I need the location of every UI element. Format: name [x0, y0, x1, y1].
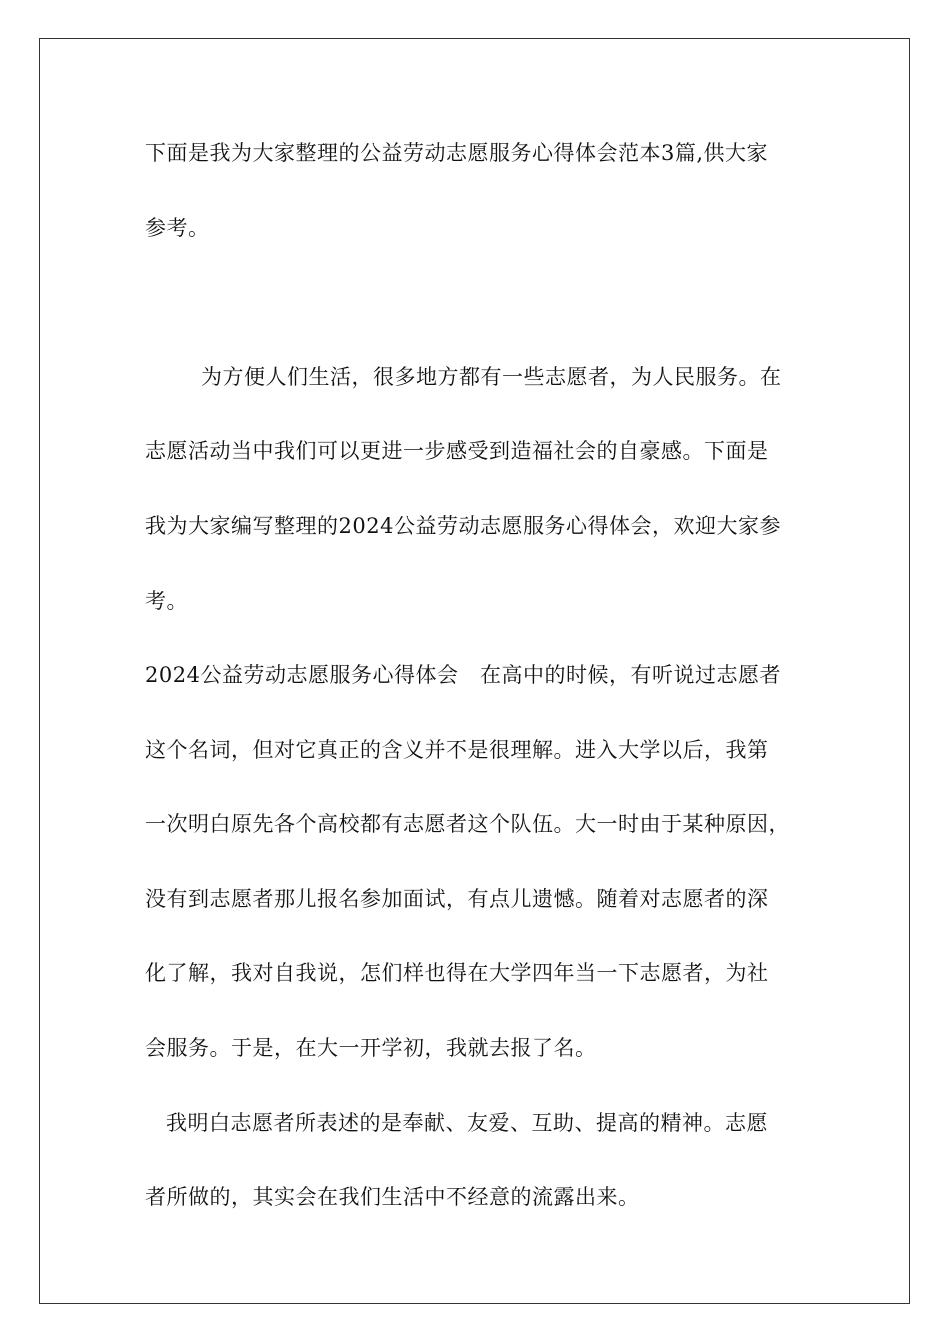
paragraph-3-line-1: 我明白志愿者所表述的是奉献、友爱、互助、提高的精神。志愿 — [166, 1111, 768, 1135]
paragraph-2-line-2: 这个名词，但对它真正的含义并不是很理解。进入大学以后，我第 — [145, 738, 769, 762]
paragraph-2-line-1: 2024公益劳动志愿服务心得体会 在高中的时候，有听说过志愿者 — [145, 663, 781, 687]
intro-line-2: 参考。 — [145, 216, 210, 240]
paragraph-3-line-2: 者所做的，其实会在我们生活中不经意的流露出来。 — [145, 1185, 640, 1209]
paragraph-1-line-2: 志愿活动当中我们可以更进一步感受到造福社会的自豪感。下面是 — [145, 439, 769, 463]
paragraph-2-line-5: 化了解，我对自我说，怎们样也得在大学四年当一下志愿者，为社 — [145, 961, 769, 985]
paragraph-2-line-3: 一次明白原先各个高校都有志愿者这个队伍。大一时由于某种原因， — [145, 812, 790, 836]
paragraph-1-line-4: 考。 — [145, 589, 188, 613]
paragraph-1-line-3: 我为大家编写整理的2024公益劳动志愿服务心得体会，欢迎大家参 — [145, 514, 781, 538]
paragraph-2-line-6: 会服务。于是，在大一开学初，我就去报了名。 — [145, 1036, 597, 1060]
intro-line-1: 下面是我为大家整理的公益劳动志愿服务心得体会范本3篇,供大家 — [145, 141, 769, 165]
paragraph-2-line-4: 没有到志愿者那儿报名参加面试，有点儿遗憾。随着对志愿者的深 — [145, 887, 769, 911]
paragraph-1-line-1: 为方便人们生活，很多地方都有一些志愿者，为人民服务。在 — [201, 365, 782, 389]
